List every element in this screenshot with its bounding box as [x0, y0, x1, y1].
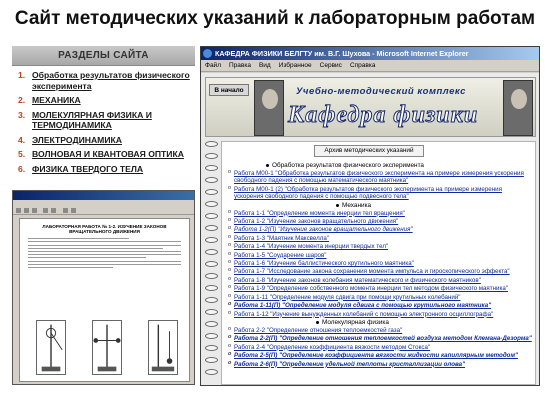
- section-link[interactable]: Обработка результатов физического эксперимента: [32, 70, 190, 91]
- spiral-ring: [205, 273, 218, 279]
- text-line: [28, 245, 181, 246]
- spiral-ring: [205, 189, 218, 195]
- section-item[interactable]: [18, 70, 193, 91]
- document-titlebar: [13, 191, 194, 200]
- section-item[interactable]: [18, 149, 193, 160]
- section-number: 3.: [18, 109, 26, 120]
- spiral-ring: [205, 141, 218, 147]
- lab-work-link[interactable]: o Работа М00-1 (2) "Обработка результатов физического эксперимента на примере измерения ускорения свободного падения с помощью подвесного тела": [228, 186, 532, 201]
- spiral-ring: [205, 369, 218, 375]
- toolbar-icon[interactable]: [71, 208, 76, 213]
- menu-file[interactable]: Файл: [205, 62, 221, 69]
- text-line: [28, 267, 113, 268]
- spiral-ring: [205, 357, 218, 363]
- page-title: Сайт методических указаний к лабораторным работам: [14, 8, 536, 29]
- menu-tools[interactable]: Сервис: [319, 62, 342, 69]
- section-number: 2.: [18, 95, 26, 105]
- spiral-ring: [205, 309, 218, 315]
- spiral-ring: [205, 297, 218, 303]
- lab-work-link[interactable]: o Работа М00-1 "Обработка результатов физического эксперимента на примере измерения ускорения свободного падения с помощью математического маятника": [228, 170, 532, 185]
- toolbar-icon[interactable]: [51, 208, 56, 213]
- archive-list: [226, 161, 532, 369]
- site-banner: [205, 77, 536, 137]
- sections-list: [12, 66, 195, 174]
- category-heading: Механика: [336, 202, 532, 209]
- home-button[interactable]: В начало: [209, 84, 249, 96]
- lab-work-link[interactable]: o Работа 1-12 "Изучение вынужденных колебаний с помощью электронного осциллографа": [228, 311, 532, 318]
- category-heading: Молекулярная физика: [316, 319, 532, 326]
- spiral-ring: [205, 237, 218, 243]
- apparatus-figure: [148, 320, 178, 375]
- menu-favorites[interactable]: Избранное: [278, 62, 312, 69]
- section-number: 1.: [18, 70, 26, 80]
- section-number: 6.: [18, 163, 26, 174]
- document-window: [12, 190, 195, 385]
- toolbar-icon[interactable]: [43, 208, 48, 213]
- text-line: [28, 238, 129, 239]
- spiral-ring: [205, 285, 218, 291]
- browser-titlebar: [201, 47, 539, 60]
- bullet-icon: [266, 164, 269, 167]
- lab-work-link[interactable]: o Работа 1-4 "Изучение момента инерции твердых тел": [228, 243, 532, 250]
- portrait-image: [254, 80, 284, 136]
- lab-work-link[interactable]: o Работа 2-4 "Определение коэффициента вязкости методом Стокса": [228, 344, 532, 351]
- text-line: [28, 261, 181, 262]
- section-item[interactable]: [18, 135, 193, 146]
- document-heading: ЛАБОРАТОРНАЯ РАБОТА № 1-2. ИЗУЧЕНИЕ ЗАКОНОВ ВРАЩАТЕЛЬНОГО ДВИЖЕНИЯ: [42, 224, 167, 234]
- section-item[interactable]: [18, 110, 193, 131]
- lab-work-link[interactable]: o Работа 1-2 "Изучение законов вращательного движения": [228, 218, 532, 225]
- banner-subtitle: Учебно-методический комплекс: [296, 86, 466, 97]
- browser-menubar: [201, 60, 539, 72]
- spiral-ring: [205, 201, 218, 207]
- lab-work-link[interactable]: o Работа 1-6 "Изучение баллистического крутильного маятника": [228, 260, 532, 267]
- section-link[interactable]: МЕХАНИКА: [32, 95, 81, 105]
- spiral-ring: [205, 249, 218, 255]
- lab-work-link[interactable]: o Работа 2-5(П) "Определение коэффициента вязкости жидкости капиллярным методом": [228, 352, 532, 359]
- menu-help[interactable]: Справка: [349, 62, 376, 69]
- spiral-ring: [205, 153, 218, 159]
- text-line: [28, 251, 181, 252]
- text-line: [28, 254, 181, 255]
- toolbar-icon[interactable]: [16, 208, 21, 213]
- text-line: [28, 257, 146, 258]
- section-number: 4.: [18, 134, 26, 145]
- archive-title: Архив методических указаний: [314, 145, 424, 157]
- document-menubar: [13, 200, 194, 207]
- bullet-icon: [316, 321, 319, 324]
- spiral-ring: [205, 177, 218, 183]
- text-line: [28, 241, 181, 242]
- lab-work-link[interactable]: o Работа 1-7 "Исследование закона сохранения момента импульса и гироскопического эффекта": [228, 268, 532, 275]
- browser-window: [200, 46, 540, 386]
- section-number: 5.: [18, 149, 26, 159]
- lab-work-link[interactable]: o Работа 2-2 "Определение отношения теплоемкостей газа": [228, 327, 532, 334]
- spiral-ring: [205, 333, 218, 339]
- banner-title: Кафедра физики: [288, 102, 479, 128]
- browser-title: КАФЕДРА ФИЗИКИ БЕЛГТУ им. В.Г. Шухова - Microsoft Internet Explorer: [215, 49, 469, 58]
- document-toolbar: [13, 207, 194, 215]
- browser-content: [201, 73, 540, 386]
- portrait-image: [503, 80, 533, 136]
- portrait-face: [511, 89, 527, 109]
- lab-work-link[interactable]: o Работа 1-11 "Определение модуля сдвига при помощи крутильных колебаний": [228, 294, 532, 301]
- text-line: [28, 248, 163, 249]
- site-sections-panel: [12, 46, 195, 186]
- spiral-ring: [205, 225, 218, 231]
- category-heading: Обработка результатов физического эксперимента: [266, 162, 532, 169]
- bullet-icon: [336, 204, 339, 207]
- section-link[interactable]: ФИЗИКА ТВЕРДОГО ТЕЛА: [32, 163, 144, 174]
- toolbar-icon[interactable]: [24, 208, 29, 213]
- section-item[interactable]: [18, 164, 193, 175]
- lab-work-link[interactable]: o Работа 1-1 "Определение момента инерции тел вращения": [228, 210, 532, 217]
- notebook-spiral: [205, 141, 219, 383]
- lab-work-link[interactable]: o Работа 1-9 "Определение собственного момента инерции тел методом физического маятника": [228, 285, 532, 292]
- lab-work-link[interactable]: o Работа 1-2(П) "Изучение законов вращательного движения": [228, 226, 532, 233]
- lab-work-link[interactable]: o Работа 1-5 "Соударение шаров": [228, 252, 532, 259]
- toolbar-icon[interactable]: [63, 208, 68, 213]
- spiral-ring: [205, 321, 218, 327]
- portrait-face: [262, 89, 278, 109]
- spiral-ring: [205, 213, 218, 219]
- apparatus-figure: [36, 320, 66, 375]
- spiral-ring: [205, 345, 218, 351]
- lab-work-link[interactable]: o Работа 1-3 "Маятник Максвелла": [228, 235, 532, 242]
- document-page: [19, 218, 190, 382]
- sections-heading: РАЗДЕЛЫ САЙТА: [12, 46, 195, 66]
- lab-work-link[interactable]: o Работа 2-2(П) "Определение отношения теплоемкостей воздуха методом Клемана-Дезорма": [228, 335, 532, 342]
- section-link[interactable]: МОЛЕКУЛЯРНАЯ ФИЗИКА И ТЕРМОДИНАМИКА: [32, 109, 152, 130]
- toolbar-icon[interactable]: [32, 208, 37, 213]
- section-item[interactable]: [18, 95, 193, 106]
- lab-work-link[interactable]: o Работа 1-11(П) "Определение модуля сдвига с помощью крутильного маятника": [228, 302, 532, 309]
- archive-page: [221, 141, 536, 385]
- lab-work-link[interactable]: o Работа 1-8 "Изучение законов колебания математического и физического маятников": [228, 277, 532, 284]
- text-line: [28, 264, 181, 265]
- spiral-ring: [205, 261, 218, 267]
- spiral-ring: [205, 165, 218, 171]
- section-link[interactable]: ЭЛЕКТРОДИНАМИКА: [32, 134, 122, 145]
- menu-edit[interactable]: Правка: [228, 62, 251, 69]
- lab-work-link[interactable]: o Работа 2-6(П) "Определение удельной теплоты кристаллизации олова": [228, 361, 532, 368]
- menu-view[interactable]: Вид: [258, 62, 271, 69]
- ie-logo-icon: [203, 49, 212, 58]
- section-link[interactable]: ВОЛНОВАЯ И КВАНТОВАЯ ОПТИКА: [32, 149, 184, 159]
- apparatus-figure: [92, 320, 122, 375]
